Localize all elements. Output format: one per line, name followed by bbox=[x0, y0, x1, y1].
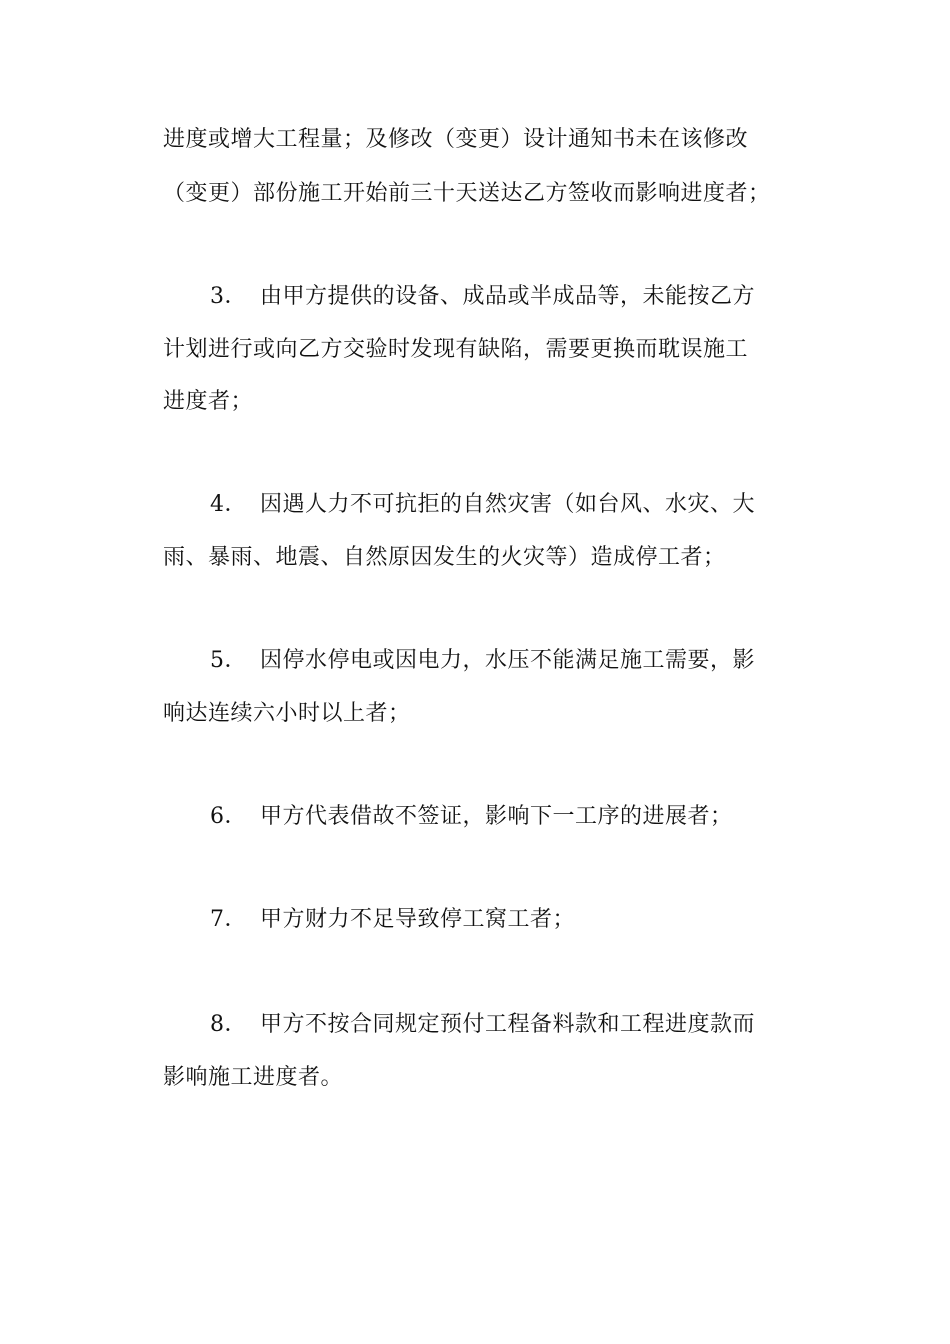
item-number: 3． bbox=[210, 284, 247, 309]
list-item-8 bbox=[210, 1005, 850, 1045]
list-item-3-cont-2: 进度者； bbox=[163, 389, 254, 414]
item-number: 8． bbox=[210, 1012, 247, 1037]
item-number: 6． bbox=[210, 804, 247, 829]
list-item-7 bbox=[210, 900, 850, 940]
item-text: 因停水停电或因电力，水压不能满足施工需要，影 bbox=[260, 648, 756, 673]
item-text: 甲方财力不足导致停工窝工者； bbox=[260, 907, 576, 932]
list-item-3 bbox=[210, 277, 850, 317]
list-item-4-cont-1: 雨、暴雨、地震、自然原因发生的火灾等）造成停工者； bbox=[163, 545, 726, 570]
item-number: 5． bbox=[210, 648, 247, 673]
item-text: 甲方不按合同规定预付工程备料款和工程进度款而 bbox=[260, 1012, 756, 1037]
list-item-6 bbox=[210, 797, 850, 837]
item-number: 7． bbox=[210, 907, 247, 932]
list-item-5-cont-1: 响达连续六小时以上者； bbox=[163, 701, 411, 726]
item-number: 4． bbox=[210, 492, 247, 517]
item-text: 因遇人力不可抗拒的自然灾害（如台风、水灾、大 bbox=[260, 492, 756, 517]
intro-line-1: 进度或增大工程量；及修改（变更）设计通知书未在该修改 bbox=[163, 127, 749, 152]
item-text: 甲方代表借故不签证，影响下一工序的进展者； bbox=[260, 804, 733, 829]
intro-line-2: （变更）部份施工开始前三十天送达乙方签收而影响进度者； bbox=[163, 181, 771, 206]
list-item-4 bbox=[210, 485, 850, 525]
list-item-3-cont-1: 计划进行或向乙方交验时发现有缺陷，需要更换而耽误施工 bbox=[163, 337, 749, 362]
item-text: 由甲方提供的设备、成品或半成品等，未能按乙方 bbox=[260, 284, 756, 309]
list-item-8-cont-1: 影响施工进度者。 bbox=[163, 1065, 344, 1090]
list-item-5 bbox=[210, 641, 850, 681]
